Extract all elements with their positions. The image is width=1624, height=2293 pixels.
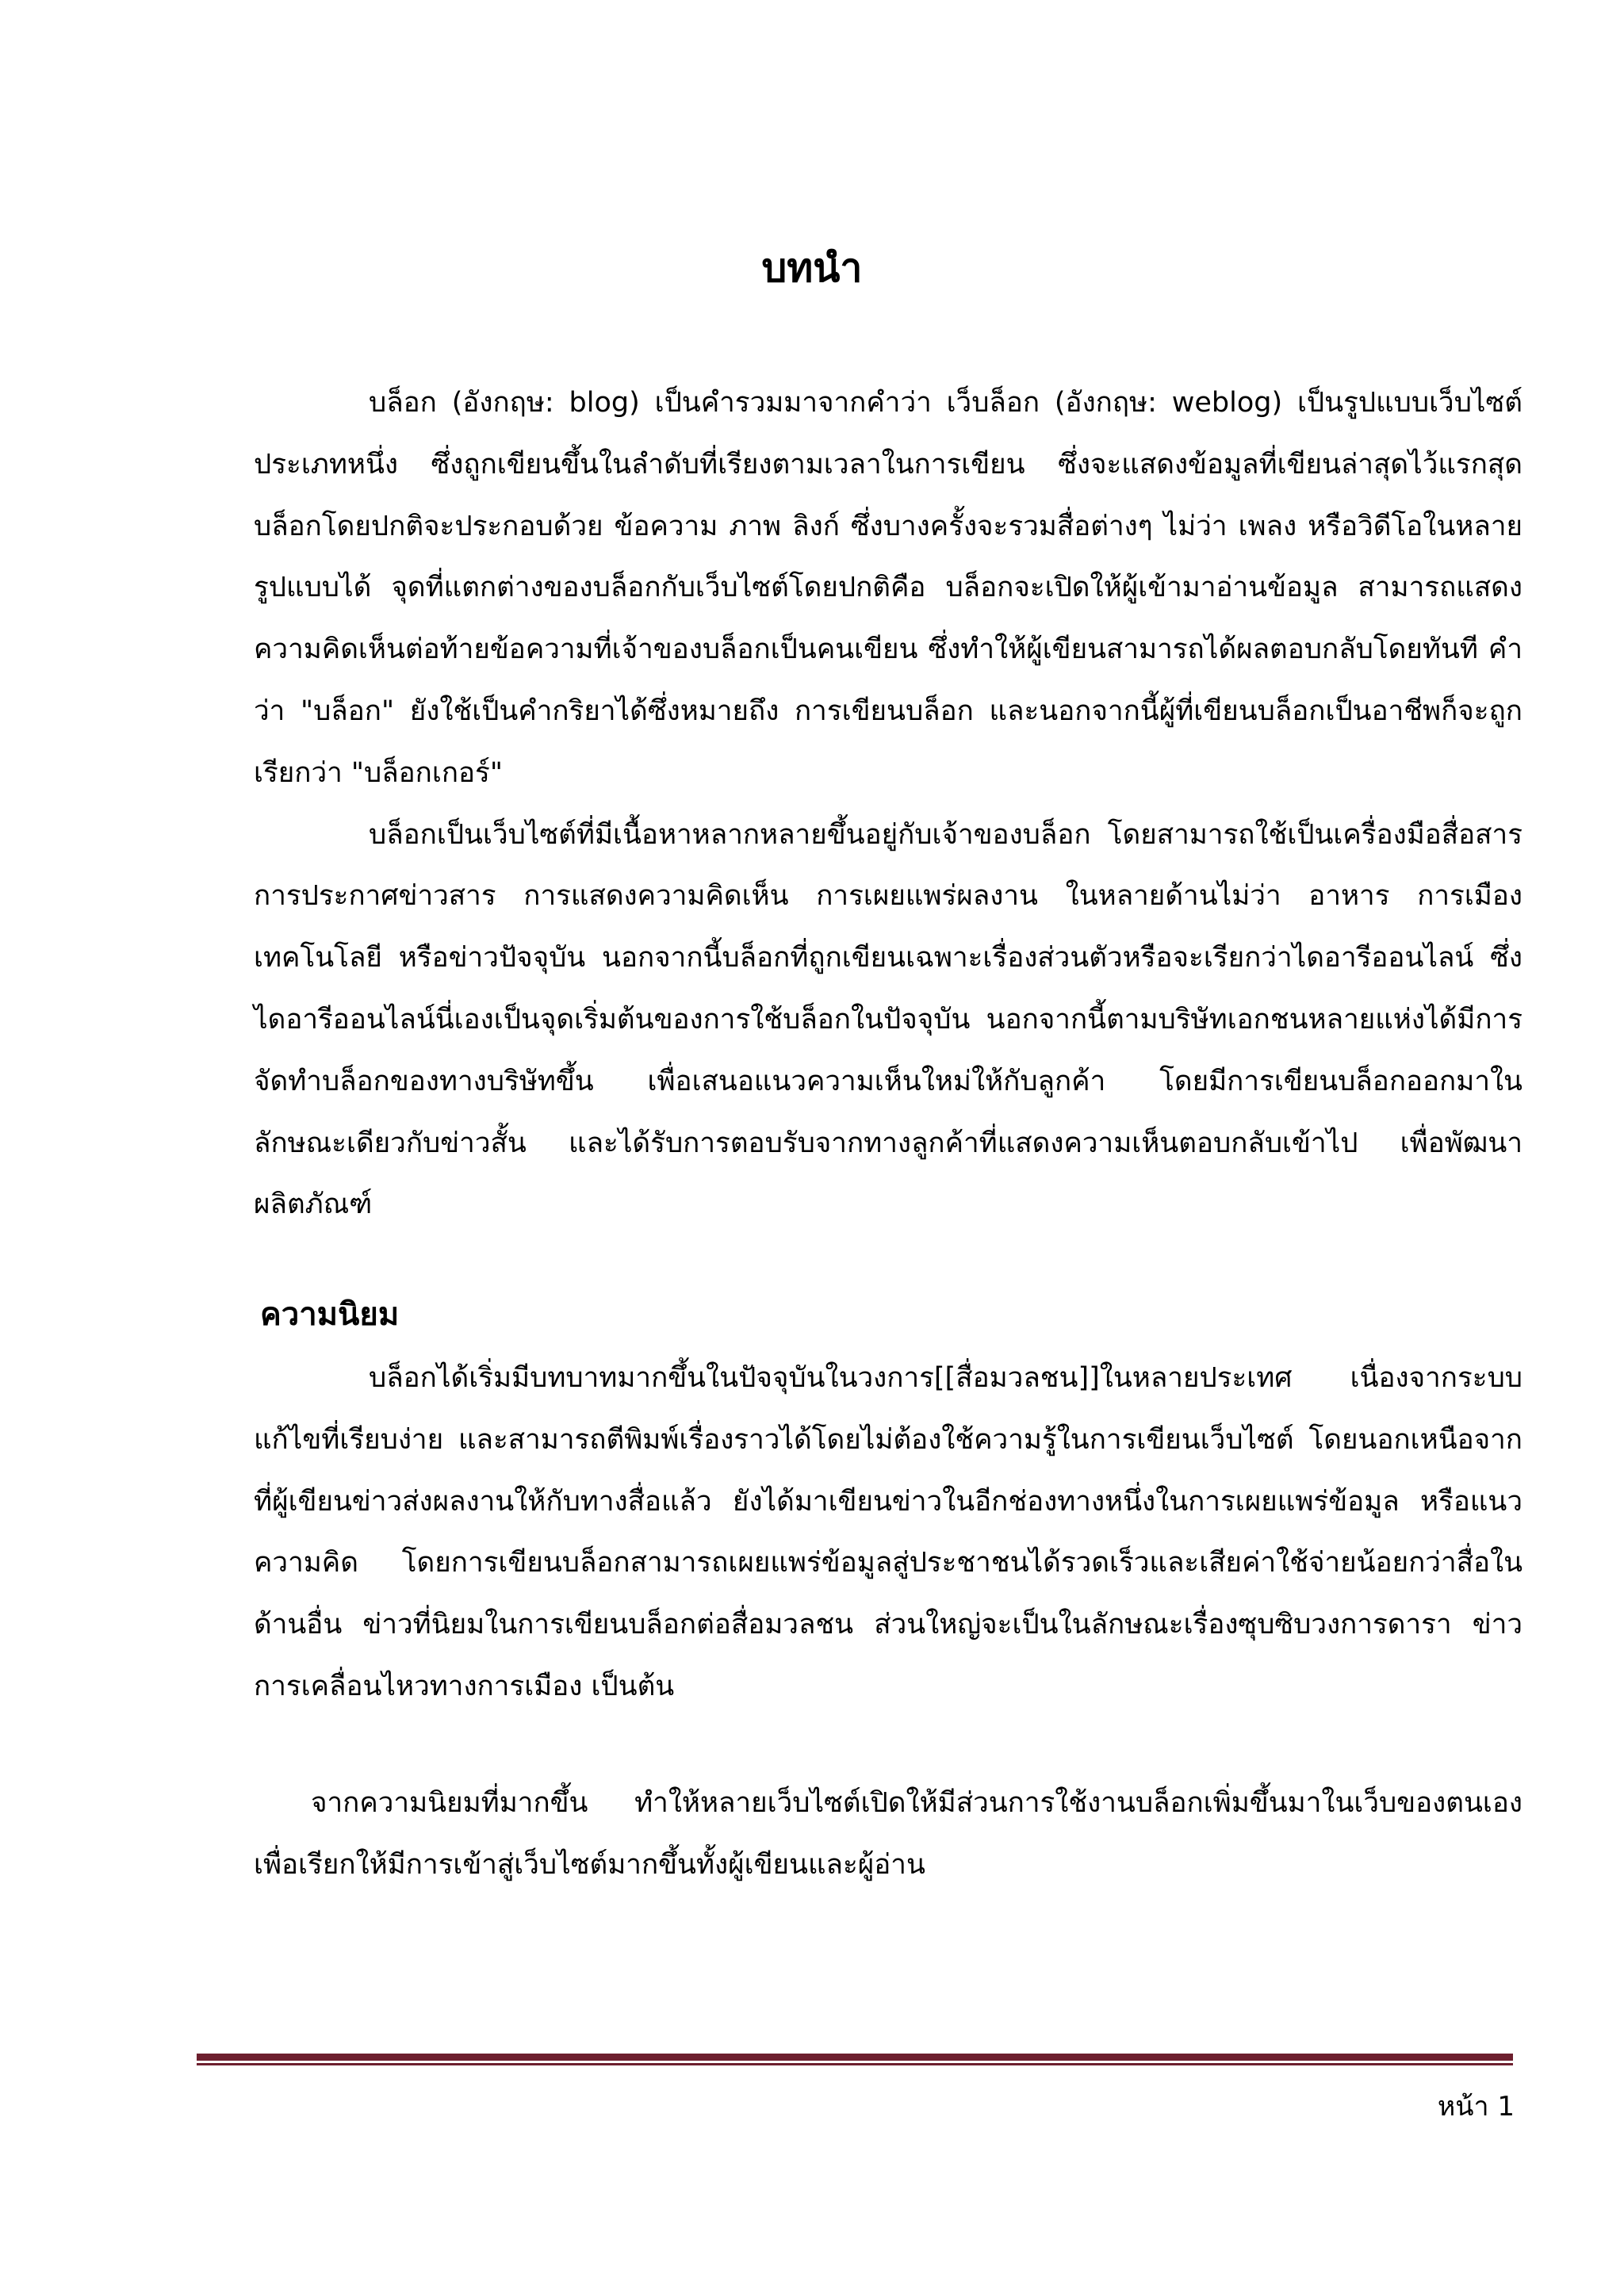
page-title: บทนำ bbox=[761, 245, 863, 291]
page-number: หน้า 1 bbox=[1437, 2091, 1515, 2123]
popularity-paragraph-2: จากความนิยมที่มากขึ้น ทำให้หลายเว็บไซต์เปิดให้มีส่วนการใช้งานบล็อกเพิ่มขึ้นมาในเว็บของตนเอง เพื่อเรียกให้มีการเข้าสู่เว็บไซต์มากขึ้นทั้งผู้เขียนและผู้อ่าน bbox=[254, 1787, 1522, 1881]
intro-paragraph-2: บล็อกเป็นเว็บไซต์ที่มีเนื้อหาหลากหลายขึ้นอยู่กับเจ้าของบล็อก โดยสามารถใช้เป็นเครื่องมือสื่อสาร การประกาศข่าวสาร การแสดงความคิดเห็น การเผยแพร่ผลงาน ในหลายด้านไม่ว่า อาหาร การเมือง เทคโนโลยี หรือข่าวปัจจุบัน นอกจากนี้บล็อกที่ถูกเขียนเฉพาะเรื่องส่วนตัวหรือจะเรียกว่าไดอารีออนไลน์ ซึ่งไดอารีออนไลน์นี่เองเป็นจุดเริ่มต้นของการใช้บล็อกในปัจจุบัน นอกจากนี้ตามบริษัทเอกชนหลายแห่งได้มีการจัดทำบล็อกของทางบริษัทขึ้น เพื่อเสนอแนวความเห็นใหม่ให้กับลูกค้า โดยมีการเขียนบล็อกออกมาในลักษณะเดียวกับข่าวสั้น และได้รับการตอบรับจากทางลูกค้าที่แสดงความเห็นตอบกลับเข้าไป เพื่อพัฒนาผลิตภัณฑ์ bbox=[254, 818, 1522, 1221]
popularity-paragraph-1: บล็อกได้เริ่มมีบทบาทมากขึ้นในปัจจุบันในวงการ[[สื่อมวลชน]]ในหลายประเทศ เนื่องจากระบบแก้ไขที่เรียบง่าย และสามารถตีพิมพ์เรื่องราวได้โดยไม่ต้องใช้ความรู้ในการเขียนเว็บไซต์ โดยนอกเหนือจากที่ผู้เขียนข่าวส่งผลงานให้กับทางสื่อแล้ว ยังได้มาเขียนข่าวในอีกช่องทางหนึ่งในการเผยแพร่ข้อมูล หรือแนวความคิด โดยการเขียนบล็อกสามารถเผยแพร่ข้อมูลสู่ประชาชนได้รวดเร็วและเสียค่าใช้จ่ายน้อยกว่าสื่อในด้านอื่น ข่าวที่นิยมในการเขียนบล็อกต่อสื่อมวลชน ส่วนใหญ่จะเป็นในลักษณะเรื่องซุบซิบวงการดารา ข่าวการเคลื่อนไหวทางการเมือง เป็นต้น bbox=[254, 1362, 1522, 1702]
footer-rule-thin bbox=[197, 2063, 1513, 2065]
footer-rule bbox=[197, 2054, 1513, 2065]
section-heading-popularity: ความนิยม bbox=[260, 1296, 400, 1333]
intro-paragraph-1: บล็อก (อังกฤษ: blog) เป็นคำรวมมาจากคำว่า เว็บล็อก (อังกฤษ: weblog) เป็นรูปแบบเว็บไซต์ประเภทหนึ่ง ซึ่งถูกเขียนขึ้นในลำดับที่เรียงตามเวลาในการเขียน ซึ่งจะแสดงข้อมูลที่เขียนล่าสุดไว้แรกสุด บล็อกโดยปกติจะประกอบด้วย ข้อความ ภาพ ลิงก์ ซึ่งบางครั้งจะรวมสื่อต่างๆ ไม่ว่า เพลง หรือวิดีโอในหลายรูปแบบได้ จุดที่แตกต่างของบล็อกกับเว็บไซต์โดยปกติคือ บล็อกจะเปิดให้ผู้เข้ามาอ่านข้อมูล สามารถแสดงความคิดเห็นต่อท้ายข้อความที่เจ้าของบล็อกเป็นคนเขียน ซึ่งทำให้ผู้เขียนสามารถได้ผลตอบกลับโดยทันที คำว่า "บล็อก" ยังใช้เป็นคำกริยาได้ซึ่งหมายถึง การเขียนบล็อก และนอกจากนี้ผู้ที่เขียนบล็อกเป็นอาชีพก็จะถูกเรียกว่า "บล็อกเกอร์" bbox=[254, 387, 1522, 789]
footer-rule-thick bbox=[197, 2054, 1513, 2061]
popularity-section bbox=[254, 1348, 1522, 1718]
intro-section bbox=[254, 373, 1522, 1236]
popularity-closing-section bbox=[254, 1773, 1522, 1897]
